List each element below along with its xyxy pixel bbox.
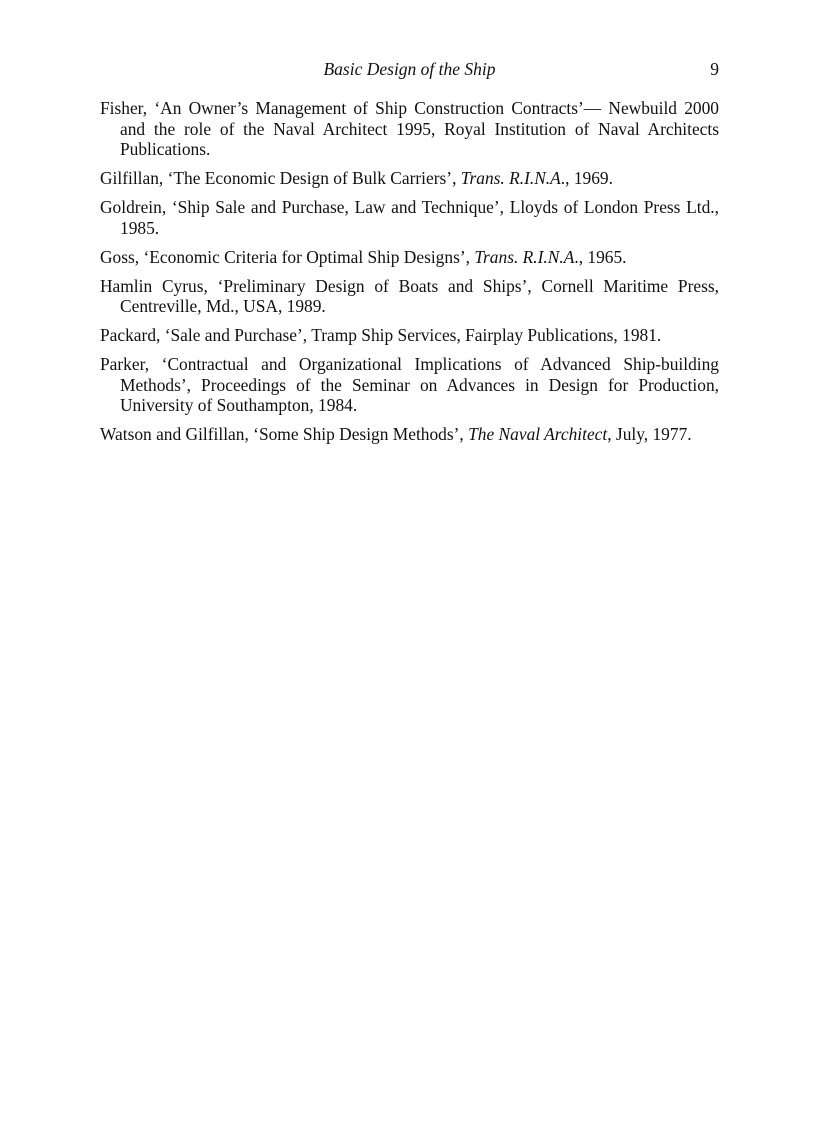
reference-text: Hamlin Cyrus, ‘Preliminary Design of Boats and Ships’, Cornell Maritime Press, Centreville, Md., USA, 1989. xyxy=(100,275,719,316)
reference-entry xyxy=(100,98,719,160)
reference-text: Goldrein, ‘Ship Sale and Purchase, Law and Technique’, Lloyds of London Press Ltd., 1985. xyxy=(100,197,719,238)
reference-entry xyxy=(100,325,719,346)
reference-text: Watson and Gilfillan, ‘Some Ship Design Methods’, xyxy=(100,424,469,444)
reference-entry xyxy=(100,197,719,238)
reference-journal: Trans. R.I.N.A xyxy=(474,246,575,267)
reference-tail: , July, 1977. xyxy=(607,424,692,444)
reference-tail: ., 1969. xyxy=(560,168,613,188)
reference-entry xyxy=(100,354,719,416)
running-title: Basic Design of the Ship xyxy=(323,59,496,79)
reference-list xyxy=(100,98,719,453)
reference-text: Fisher, ‘An Owner’s Management of Ship Construction Contracts’— Newbuild 2000 and the role of the Naval Architect 1995, Royal Institution of Naval Architects Publications. xyxy=(100,98,719,159)
running-head xyxy=(100,58,719,80)
page-number: 9 xyxy=(710,59,719,79)
reference-tail: ., 1965. xyxy=(574,246,627,267)
reference-text: Gilfillan, ‘The Economic Design of Bulk Carriers’, xyxy=(100,168,461,188)
reference-entry xyxy=(100,424,719,445)
reference-entry xyxy=(100,276,719,317)
reference-entry xyxy=(100,168,719,189)
reference-text: Goss, ‘Economic Criteria for Optimal Ship Designs’, xyxy=(100,246,475,267)
reference-text: Parker, ‘Contractual and Organizational Implications of Advanced Ship-building Methods’, Proceedings of the Seminar on Advances in Design for Production, University of Southampton, 1984. xyxy=(100,354,719,415)
reference-text: Packard, ‘Sale and Purchase’, Tramp Ship Services, Fairplay Publications, 1981. xyxy=(100,325,662,345)
reference-entry xyxy=(100,247,719,268)
reference-journal: Trans. R.I.N.A xyxy=(460,168,561,188)
reference-journal: The Naval Architect xyxy=(468,424,608,444)
